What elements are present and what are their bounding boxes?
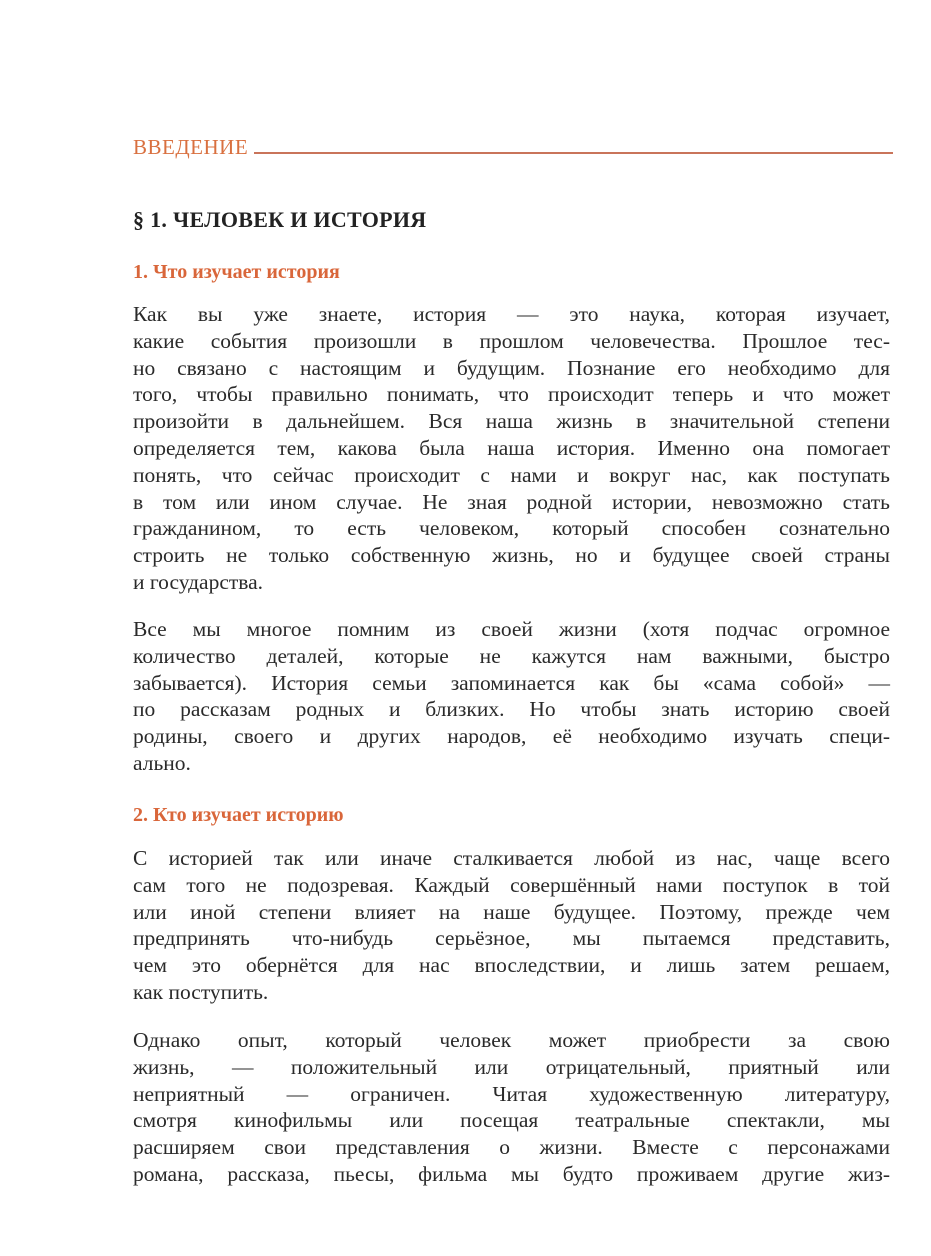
text-line: сам того не подозревая. Каждый совершённый нами поступок в той xyxy=(133,872,890,897)
section-2-paragraph-1 xyxy=(133,845,890,1006)
text-line: ально. xyxy=(133,750,191,775)
text-line: Все мы многое помним из своей жизни (хотя подчас огромное xyxy=(133,617,890,641)
text-line: строить не только собственную жизнь, но и будущее своей страны xyxy=(133,543,890,568)
text-line: смотря кинофильмы или посещая театральные спектакли, мы xyxy=(133,1108,890,1133)
text-line: какие события произошли в прошлом человечества. Прошлое тес- xyxy=(133,328,890,353)
text-line: С историей так или иначе сталкивается любой из нас, чаще всего xyxy=(133,846,890,870)
text-line: количество деталей, которые не кажутся нам важными, быстро xyxy=(133,643,890,668)
text-line: того, чтобы правильно понимать, что происходит теперь и что может xyxy=(133,382,890,407)
text-line: или иной степени влияет на наше будущее. Поэтому, прежде чем xyxy=(133,899,890,924)
text-line: и государства. xyxy=(133,569,264,594)
text-line: по рассказам родных и близких. Но чтобы знать историю своей xyxy=(133,697,890,722)
text-line: но связано с настоящим и будущим. Познание его необходимо для xyxy=(133,355,890,380)
text-line: забывается). История семьи запоминается как бы «сама собой» — xyxy=(133,670,890,695)
text-line: предпринять что-нибудь серьёзное, мы пытаемся представить, xyxy=(133,926,890,951)
chapter-header xyxy=(133,135,893,159)
paragraph-title: § 1. ЧЕЛОВЕК И ИСТОРИЯ xyxy=(133,207,427,232)
section-1-title: 1. Что изучает история xyxy=(133,261,340,283)
text-line: расширяем свои представления о жизни. Вместе с персонажами xyxy=(133,1135,890,1160)
text-line: понять, что сейчас происходит с нами и вокруг нас, как поступать xyxy=(133,462,890,487)
text-line: Однако опыт, который человек может приобрести за свою xyxy=(133,1028,890,1052)
text-line: Как вы уже знаете, история — это наука, которая изучает, xyxy=(133,302,890,326)
text-line: жизнь, — положительный или отрицательный, приятный или xyxy=(133,1054,890,1079)
section-1-paragraph-2 xyxy=(133,616,890,777)
text-line: в том или ином случае. Не зная родной истории, невозможно стать xyxy=(133,489,890,514)
section-2-title: 2. Кто изучает историю xyxy=(133,804,344,826)
text-line: как поступить. xyxy=(133,979,269,1004)
text-line: гражданином, то есть человеком, который способен сознательно xyxy=(133,516,890,541)
text-line: произойти в дальнейшем. Вся наша жизнь в значительной степени xyxy=(133,409,890,434)
text-line: родины, своего и других народов, её необходимо изучать специ- xyxy=(133,724,890,749)
text-line: неприятный — ограничен. Читая художественную литературу, xyxy=(133,1081,890,1106)
section-1-paragraph-1 xyxy=(133,301,890,596)
section-2-paragraph-2 xyxy=(133,1027,890,1188)
text-line: романа, рассказа, пьесы, фильма мы будто проживаем другие жиз- xyxy=(133,1161,890,1186)
text-line: определяется тем, какова была наша история. Именно она помогает xyxy=(133,435,890,460)
chapter-rule-divider xyxy=(254,152,893,154)
chapter-title: ВВЕДЕНИЕ xyxy=(133,135,249,159)
text-line: чем это обернётся для нас впоследствии, и лишь затем решаем, xyxy=(133,953,890,978)
